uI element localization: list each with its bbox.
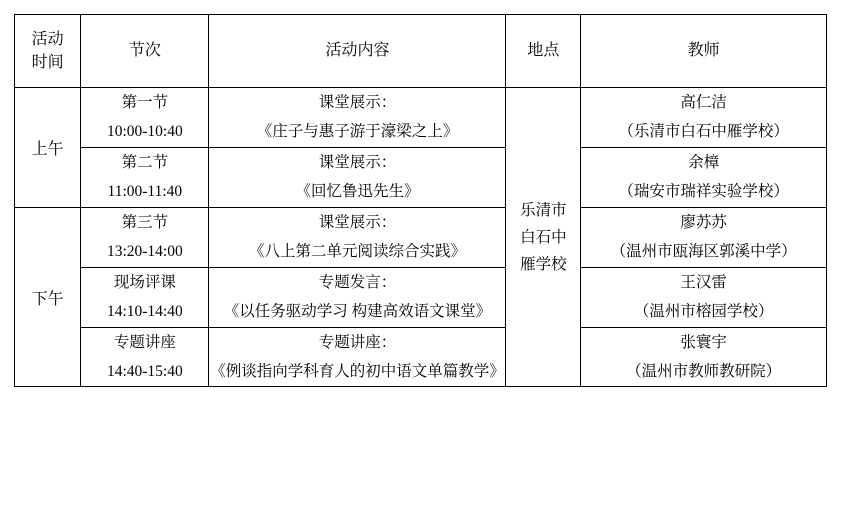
header-activity-time-line2: 时间	[31, 54, 64, 71]
table-header-row	[15, 15, 827, 88]
period-name: 第一节	[121, 94, 169, 111]
teacher-school: （温州市教师教研院）	[626, 362, 782, 380]
table-row	[15, 88, 827, 148]
content-title: 《八上第二单元阅读综合实践》	[248, 243, 466, 261]
session-label-afternoon: 下午	[15, 207, 81, 387]
teacher-school: （瑞安市瑞祥实验学校）	[618, 183, 789, 201]
period-time: 13:20-14:00	[106, 243, 183, 261]
content-label: 课堂展示：	[318, 153, 397, 171]
teacher-cell	[581, 147, 827, 207]
content-cell	[209, 147, 506, 207]
place-line3: 雁学校	[520, 255, 567, 273]
table-row	[15, 267, 827, 327]
teacher-name: 余樟	[688, 153, 720, 171]
header-teacher: 教师	[581, 15, 827, 88]
teacher-cell	[581, 88, 827, 148]
content-cell	[209, 267, 506, 327]
table-row	[15, 147, 827, 207]
header-content: 活动内容	[209, 15, 506, 88]
teacher-name: 高仁洁	[680, 94, 727, 111]
period-name: 专题讲座	[113, 333, 176, 351]
teacher-school: （温州市榕园学校）	[633, 303, 774, 321]
teacher-cell	[581, 267, 827, 327]
content-cell	[209, 88, 506, 148]
period-time: 14:10-14:40	[106, 303, 183, 321]
teacher-cell	[581, 327, 827, 387]
content-cell	[209, 327, 506, 387]
period-cell	[81, 147, 209, 207]
content-title: 《回忆鲁迅先生》	[295, 183, 420, 201]
period-cell	[81, 207, 209, 267]
period-name: 现场评课	[113, 273, 176, 291]
period-cell	[81, 88, 209, 148]
teacher-school: （乐清市白石中雁学校）	[618, 123, 789, 141]
content-label: 课堂展示：	[318, 213, 397, 231]
teacher-school: （温州市瓯海区郭溪中学）	[610, 243, 797, 261]
period-time: 10:00-10:40	[106, 123, 183, 141]
header-activity-time-line1: 活动	[31, 30, 64, 48]
activity-schedule-table	[14, 14, 827, 387]
content-label: 课堂展示：	[318, 94, 397, 111]
header-period: 节次	[81, 15, 209, 88]
content-label: 专题发言：	[318, 273, 397, 291]
session-label-morning: 上午	[15, 88, 81, 208]
place-line1: 乐清市	[520, 201, 567, 219]
header-activity-time	[15, 15, 81, 88]
period-name: 第二节	[121, 153, 169, 171]
content-label: 专题讲座：	[318, 333, 397, 351]
header-place: 地点	[506, 15, 581, 88]
period-name: 第三节	[121, 213, 169, 231]
teacher-name: 王汉雷	[680, 273, 727, 291]
period-time: 11:00-11:40	[107, 183, 183, 201]
period-cell	[81, 327, 209, 387]
period-cell	[81, 267, 209, 327]
teacher-cell	[581, 207, 827, 267]
teacher-name: 张寰宇	[680, 333, 727, 351]
content-title: 《庄子与惠子游于濠梁之上》	[256, 123, 459, 141]
table-row	[15, 207, 827, 267]
table-row	[15, 327, 827, 387]
period-time: 14:40-15:40	[106, 362, 183, 380]
place-cell	[506, 88, 581, 387]
content-title: 《以任务驱动学习 构建高效语文课堂》	[223, 303, 492, 321]
content-title: 《例谈指向学科育人的初中语文单篇教学》	[210, 362, 505, 380]
content-cell	[209, 207, 506, 267]
place-line2: 白石中	[520, 228, 567, 246]
teacher-name: 廖苏苏	[680, 213, 727, 231]
